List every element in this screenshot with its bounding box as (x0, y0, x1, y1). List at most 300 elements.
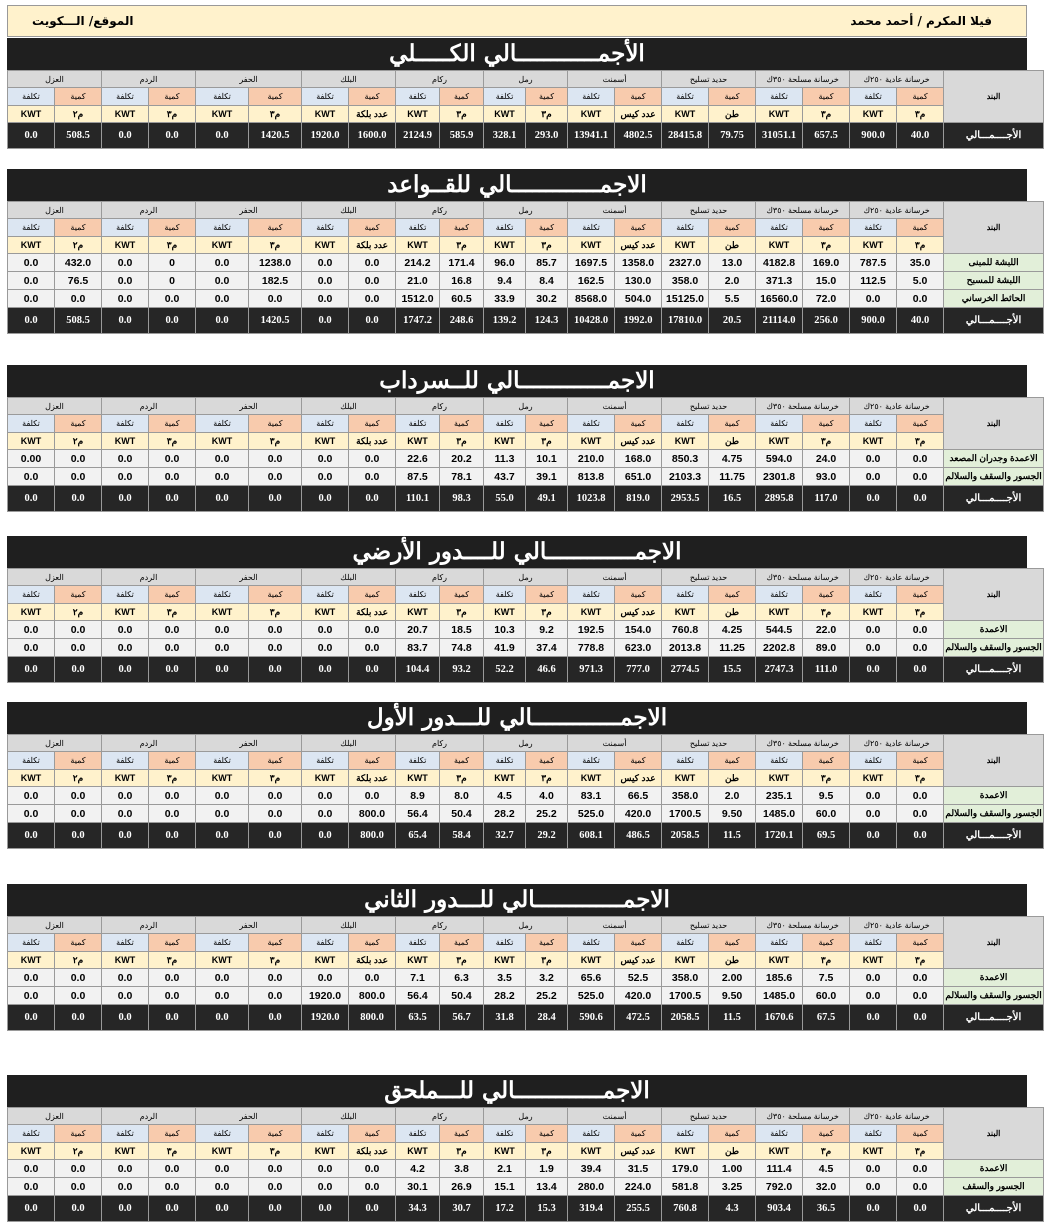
unit-cell: KWT (396, 770, 440, 787)
qty-header: كمية (249, 219, 302, 237)
qty-header: كمية (803, 1125, 850, 1143)
material-header: حديد تسليح (662, 398, 756, 415)
unit-cell: م٣ (803, 433, 850, 450)
qty-cost-header-row (8, 752, 1044, 770)
value-cell: 10.1 (526, 450, 568, 468)
material-header-row (8, 71, 1044, 88)
qty-header: كمية (526, 752, 568, 770)
unit-cell: م٣ (440, 433, 484, 450)
qty-header: كمية (615, 934, 662, 952)
value-cell: 214.2 (396, 254, 440, 272)
table-row (8, 450, 1044, 468)
value-cell: 0.00 (8, 450, 55, 468)
value-cell: 18.5 (440, 621, 484, 639)
qty-header: كمية (897, 1125, 944, 1143)
section-title: الأجمــــــــــــالي الكـــــلي (7, 38, 1027, 70)
value-cell: 0.0 (249, 621, 302, 639)
value-cell: 6.3 (440, 969, 484, 987)
material-header: الردم (102, 569, 196, 586)
unit-cell: KWT (102, 952, 149, 969)
value-cell: 0.0 (149, 468, 196, 486)
total-cell: 0.0 (196, 823, 249, 849)
value-cell: 87.5 (396, 468, 440, 486)
qty-header: كمية (349, 1125, 396, 1143)
section-0 (7, 38, 1027, 149)
total-cell: 0.0 (55, 486, 102, 512)
material-header: الردم (102, 917, 196, 934)
value-cell: 0.0 (302, 1178, 349, 1196)
unit-cell: عدد بلكة (349, 604, 396, 621)
total-cell: 0.0 (102, 823, 149, 849)
value-cell: 93.0 (803, 468, 850, 486)
value-cell: 0.0 (8, 1178, 55, 1196)
total-cell: 0.0 (249, 1196, 302, 1222)
row-label: الاعمدة (944, 969, 1044, 987)
cost-header: تكلفة (662, 1125, 709, 1143)
value-cell: 0.0 (8, 987, 55, 1005)
section-3 (7, 536, 1042, 683)
total-cell: 508.5 (55, 123, 102, 149)
unit-row (8, 952, 1044, 969)
value-cell: 544.5 (756, 621, 803, 639)
value-cell: 60.0 (803, 987, 850, 1005)
unit-cell: م٣ (897, 1143, 944, 1160)
unit-cell: KWT (850, 604, 897, 621)
qty-cost-header-row (8, 586, 1044, 604)
qty-header: كمية (615, 752, 662, 770)
cost-header: تكلفة (850, 586, 897, 604)
unit-cell: KWT (568, 604, 615, 621)
cost-header: تكلفة (484, 934, 526, 952)
total-cell: 0.0 (8, 308, 55, 334)
value-cell: 74.8 (440, 639, 484, 657)
value-cell: 0.0 (149, 1160, 196, 1178)
value-cell: 0.0 (102, 468, 149, 486)
cost-header: تكلفة (196, 934, 249, 952)
unit-row (8, 433, 1044, 450)
unit-cell: KWT (662, 1143, 709, 1160)
total-cell: 17.2 (484, 1196, 526, 1222)
cost-header: تكلفة (396, 1125, 440, 1143)
unit-cell: م٣ (249, 1143, 302, 1160)
total-cell: 0.0 (302, 657, 349, 683)
total-cell: 0.0 (102, 1005, 149, 1031)
qty-header: كمية (149, 752, 196, 770)
unit-cell: م٣ (526, 952, 568, 969)
qty-header: كمية (526, 415, 568, 433)
cost-header: تكلفة (568, 219, 615, 237)
total-cell: 28.4 (526, 1005, 568, 1031)
total-cell: 657.5 (803, 123, 850, 149)
unit-cell: KWT (196, 952, 249, 969)
value-cell: 525.0 (568, 805, 615, 823)
value-cell: 0.0 (349, 1178, 396, 1196)
unit-cell: م٣ (803, 106, 850, 123)
value-cell: 1485.0 (756, 987, 803, 1005)
value-cell: 504.0 (615, 290, 662, 308)
material-header: حديد تسليح (662, 917, 756, 934)
total-row (8, 823, 1044, 849)
unit-cell: م٣ (149, 433, 196, 450)
unit-cell: م٣ (526, 604, 568, 621)
unit-row (8, 237, 1044, 254)
value-cell: 651.0 (615, 468, 662, 486)
value-cell: 0.0 (302, 621, 349, 639)
value-cell: 9.4 (484, 272, 526, 290)
material-header: البلك (302, 398, 396, 415)
cost-header: تكلفة (302, 586, 349, 604)
total-cell: 900.0 (850, 123, 897, 149)
unit-cell: KWT (484, 952, 526, 969)
cost-header: تكلفة (850, 752, 897, 770)
total-cell: 36.5 (803, 1196, 850, 1222)
material-header-row (8, 917, 1044, 934)
qty-header: كمية (55, 934, 102, 952)
material-header-row (8, 735, 1044, 752)
total-cell: 31051.1 (756, 123, 803, 149)
value-cell: 235.1 (756, 787, 803, 805)
total-cell: 0.0 (102, 308, 149, 334)
value-cell: 0.0 (349, 969, 396, 987)
unit-cell: م٣ (526, 237, 568, 254)
total-cell: 0.0 (149, 308, 196, 334)
value-cell: 0.0 (249, 805, 302, 823)
total-cell: 2124.9 (396, 123, 440, 149)
value-cell: 112.5 (850, 272, 897, 290)
total-row (8, 1196, 1044, 1222)
value-cell: 0.0 (850, 450, 897, 468)
value-cell: 800.0 (349, 987, 396, 1005)
qty-header: كمية (55, 586, 102, 604)
value-cell: 813.8 (568, 468, 615, 486)
total-cell: 40.0 (897, 308, 944, 334)
unit-cell: KWT (484, 1143, 526, 1160)
value-cell: 420.0 (615, 987, 662, 1005)
unit-cell: م٣ (440, 1143, 484, 1160)
value-cell: 0.0 (249, 787, 302, 805)
cost-header: تكلفة (102, 1125, 149, 1143)
material-header-row (8, 202, 1044, 219)
total-cell: 124.3 (526, 308, 568, 334)
unit-cell: KWT (662, 604, 709, 621)
value-cell: 0.0 (850, 805, 897, 823)
total-cell: 800.0 (349, 1005, 396, 1031)
material-header-row (8, 569, 1044, 586)
total-cell: 0.0 (196, 486, 249, 512)
total-cell: 0.0 (55, 1005, 102, 1031)
value-cell: 0.0 (8, 969, 55, 987)
value-cell: 0.0 (102, 787, 149, 805)
total-cell: 0.0 (149, 123, 196, 149)
cost-header: تكلفة (568, 1125, 615, 1143)
unit-cell: م٢ (55, 952, 102, 969)
value-cell: 0.0 (196, 254, 249, 272)
cost-header: تكلفة (662, 586, 709, 604)
qty-header: كمية (615, 219, 662, 237)
value-cell: 4.5 (803, 1160, 850, 1178)
cost-header: تكلفة (662, 415, 709, 433)
unit-cell: KWT (302, 770, 349, 787)
unit-cell: KWT (302, 952, 349, 969)
unit-cell: KWT (484, 604, 526, 621)
material-header: رمل (484, 202, 568, 219)
value-cell: 0.0 (55, 468, 102, 486)
unit-cell: KWT (568, 433, 615, 450)
unit-cell: KWT (8, 604, 55, 621)
band-header: البند (944, 398, 1044, 450)
qty-header: كمية (526, 88, 568, 106)
total-cell: 0.0 (196, 1005, 249, 1031)
value-cell: 13.4 (526, 1178, 568, 1196)
unit-cell: م٣ (149, 952, 196, 969)
value-cell: 0.0 (8, 272, 55, 290)
total-cell: 248.6 (440, 308, 484, 334)
value-cell: 66.5 (615, 787, 662, 805)
cost-header: تكلفة (102, 219, 149, 237)
unit-cell: م٣ (803, 952, 850, 969)
total-cell: 40.0 (897, 123, 944, 149)
value-cell: 1238.0 (249, 254, 302, 272)
total-cell: 0.0 (8, 1196, 55, 1222)
value-cell: 32.0 (803, 1178, 850, 1196)
value-cell: 5.5 (709, 290, 756, 308)
total-cell: 800.0 (349, 823, 396, 849)
unit-row (8, 770, 1044, 787)
unit-cell: عدد بلكة (349, 1143, 396, 1160)
cost-header: تكلفة (568, 88, 615, 106)
cost-header: تكلفة (850, 415, 897, 433)
qty-header: كمية (709, 219, 756, 237)
value-cell: 0.0 (349, 621, 396, 639)
section-1 (7, 169, 1027, 334)
section-title: الاجمـــــــــــــالي للـــملحق (7, 1075, 1027, 1107)
value-cell: 0.0 (55, 969, 102, 987)
total-cell: 0.0 (8, 823, 55, 849)
table-row (8, 621, 1044, 639)
total-row (8, 486, 1044, 512)
cost-header: تكلفة (102, 934, 149, 952)
value-cell: 0.0 (196, 290, 249, 308)
value-cell: 0.0 (850, 787, 897, 805)
value-cell: 2.00 (709, 969, 756, 987)
total-cell: 139.2 (484, 308, 526, 334)
value-cell: 358.0 (662, 272, 709, 290)
unit-cell: طن (709, 1143, 756, 1160)
total-cell: 69.5 (803, 823, 850, 849)
material-header: رمل (484, 735, 568, 752)
cost-header: تكلفة (756, 934, 803, 952)
material-header: حديد تسليح (662, 735, 756, 752)
value-cell: 7.5 (803, 969, 850, 987)
material-header: الردم (102, 1108, 196, 1125)
qty-header: كمية (526, 1125, 568, 1143)
value-cell: 4.25 (709, 621, 756, 639)
qty-cost-header-row (8, 1125, 1044, 1143)
total-label: الأجــــمـــالي (944, 823, 1044, 849)
total-cell: 0.0 (8, 657, 55, 683)
qty-header: كمية (440, 752, 484, 770)
total-cell: 110.1 (396, 486, 440, 512)
value-cell: 2301.8 (756, 468, 803, 486)
value-cell: 358.0 (662, 787, 709, 805)
value-cell: 0.0 (149, 290, 196, 308)
unit-cell: طن (709, 770, 756, 787)
unit-cell: KWT (484, 433, 526, 450)
total-cell: 104.4 (396, 657, 440, 683)
value-cell: 358.0 (662, 969, 709, 987)
table-row (8, 468, 1044, 486)
value-cell: 0.0 (149, 969, 196, 987)
qty-header: كمية (709, 934, 756, 952)
unit-cell: KWT (102, 1143, 149, 1160)
total-cell: 1670.6 (756, 1005, 803, 1031)
unit-cell: KWT (196, 237, 249, 254)
value-cell: 2103.3 (662, 468, 709, 486)
material-header: العزل (8, 202, 102, 219)
material-header: البلك (302, 569, 396, 586)
material-header: خرسانة مسلحة ٣٥٠ك (756, 1108, 850, 1125)
total-cell: 293.0 (526, 123, 568, 149)
cost-header: تكلفة (8, 752, 55, 770)
cost-header: تكلفة (302, 88, 349, 106)
total-cell: 58.4 (440, 823, 484, 849)
value-cell: 3.2 (526, 969, 568, 987)
value-cell: 0.0 (897, 450, 944, 468)
total-label: الأجــــمـــالي (944, 657, 1044, 683)
unit-cell: عدد كيس (615, 952, 662, 969)
unit-cell: م٣ (803, 770, 850, 787)
unit-cell: KWT (662, 770, 709, 787)
material-header: ركام (396, 917, 484, 934)
row-label: الاعمدة (944, 1160, 1044, 1178)
value-cell: 0.0 (349, 1160, 396, 1178)
unit-cell: م٣ (526, 1143, 568, 1160)
unit-cell: KWT (568, 237, 615, 254)
unit-cell: م٣ (440, 604, 484, 621)
value-cell: 0.0 (302, 1160, 349, 1178)
value-cell: 0.0 (349, 272, 396, 290)
value-cell: 15125.0 (662, 290, 709, 308)
unit-cell: م٣ (440, 770, 484, 787)
value-cell: 22.6 (396, 450, 440, 468)
total-cell: 0.0 (349, 486, 396, 512)
table-row (8, 272, 1044, 290)
value-cell: 2013.8 (662, 639, 709, 657)
cost-header: تكلفة (756, 1125, 803, 1143)
value-cell: 0.0 (8, 254, 55, 272)
value-cell: 154.0 (615, 621, 662, 639)
value-cell: 83.7 (396, 639, 440, 657)
value-cell: 21.0 (396, 272, 440, 290)
total-cell: 0.0 (55, 823, 102, 849)
qty-header: كمية (803, 752, 850, 770)
total-cell: 0.0 (302, 486, 349, 512)
total-cell: 1992.0 (615, 308, 662, 334)
value-cell: 0.0 (196, 1178, 249, 1196)
unit-cell: KWT (484, 106, 526, 123)
qty-header: كمية (615, 88, 662, 106)
cost-header: تكلفة (302, 219, 349, 237)
cost-header: تكلفة (662, 752, 709, 770)
material-header: العزل (8, 1108, 102, 1125)
total-cell: 49.1 (526, 486, 568, 512)
value-cell: 56.4 (396, 987, 440, 1005)
band-header: البند (944, 202, 1044, 254)
total-cell: 0.0 (349, 1196, 396, 1222)
value-cell: 0.0 (249, 450, 302, 468)
material-header: خرسانة عادية ٢٥٠ك (850, 569, 944, 586)
value-cell: 0.0 (196, 621, 249, 639)
value-cell: 28.2 (484, 805, 526, 823)
qty-header: كمية (803, 219, 850, 237)
total-cell: 0.0 (149, 657, 196, 683)
value-cell: 0.0 (897, 290, 944, 308)
value-cell: 2.0 (709, 272, 756, 290)
value-cell: 0.0 (349, 254, 396, 272)
total-cell: 590.6 (568, 1005, 615, 1031)
value-cell: 4182.8 (756, 254, 803, 272)
value-cell: 0.0 (302, 450, 349, 468)
value-cell: 56.4 (396, 805, 440, 823)
cost-header: تكلفة (396, 752, 440, 770)
value-cell: 0.0 (102, 969, 149, 987)
cost-header: تكلفة (662, 219, 709, 237)
unit-cell: KWT (102, 770, 149, 787)
qty-header: كمية (349, 88, 396, 106)
unit-cell: م٢ (55, 604, 102, 621)
qty-header: كمية (803, 88, 850, 106)
value-cell: 1700.5 (662, 987, 709, 1005)
material-header: أسمنت (568, 735, 662, 752)
value-cell: 65.6 (568, 969, 615, 987)
total-cell: 46.6 (526, 657, 568, 683)
total-row (8, 1005, 1044, 1031)
value-cell: 2202.8 (756, 639, 803, 657)
total-cell: 0.0 (897, 1196, 944, 1222)
cost-header: تكلفة (102, 88, 149, 106)
material-header: البلك (302, 71, 396, 88)
total-cell: 0.0 (149, 1196, 196, 1222)
cost-header: تكلفة (484, 586, 526, 604)
qty-header: كمية (149, 586, 196, 604)
unit-cell: طن (709, 433, 756, 450)
value-cell: 130.0 (615, 272, 662, 290)
unit-cell: عدد بلكة (349, 106, 396, 123)
value-cell: 0.0 (349, 450, 396, 468)
unit-cell: طن (709, 952, 756, 969)
total-cell: 0.0 (349, 308, 396, 334)
value-cell: 179.0 (662, 1160, 709, 1178)
unit-cell: KWT (662, 433, 709, 450)
unit-cell: م٣ (249, 952, 302, 969)
total-row (8, 657, 1044, 683)
unit-cell: عدد كيس (615, 237, 662, 254)
band-header: البند (944, 1108, 1044, 1160)
material-header: خرسانة عادية ٢٥٠ك (850, 917, 944, 934)
qty-header: كمية (526, 586, 568, 604)
total-cell: 17810.0 (662, 308, 709, 334)
qty-header: كمية (149, 415, 196, 433)
material-header: الحفر (196, 71, 302, 88)
value-cell: 4.0 (526, 787, 568, 805)
unit-cell: KWT (396, 106, 440, 123)
total-label: الأجــــمـــالي (944, 308, 1044, 334)
location-label: الموقع/ الـــكويت (32, 14, 134, 28)
total-label: الأجــــمـــالي (944, 1005, 1044, 1031)
value-cell: 0.0 (149, 450, 196, 468)
material-header: الردم (102, 71, 196, 88)
value-cell: 280.0 (568, 1178, 615, 1196)
